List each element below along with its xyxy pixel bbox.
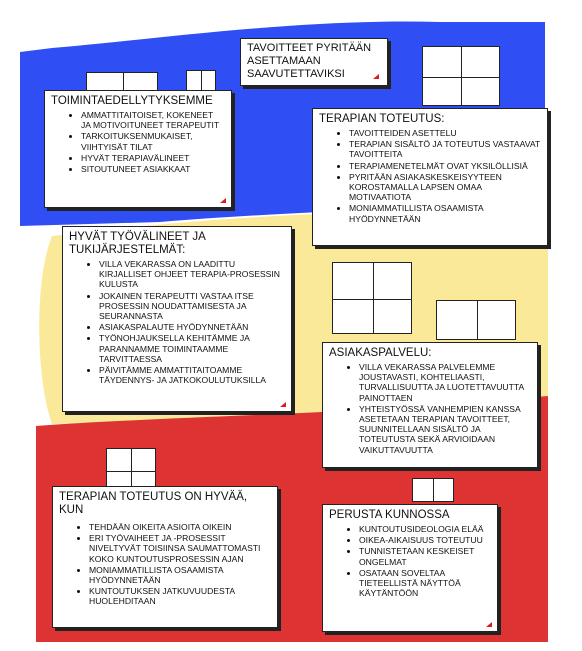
window-shape	[412, 478, 454, 502]
item-list	[69, 259, 285, 385]
list-item: • KUNTOUTUSIDEOLOGIA ELÄÄ	[359, 524, 491, 534]
list-item: • TERAPIAMENETELMÄT OVAT YKSILÖLLISIÄ	[349, 161, 541, 171]
list-item: • YHTEISTYÖSSÄ VANHEMPIEN KANSSA ASETETAAN TERAPIAN TAVOITTEET, SUUNNITELLAAN SISÄLTÖ JA TOTEUTUSTA SEKÄ ARVIOIDAAN VAIKUTTAVUUTTA	[359, 404, 531, 455]
list-item: • AMMATTITAITOISET, KOKENEET JA MOTIVOITUNEET TERAPEUTIT	[81, 110, 225, 130]
list-item: • VILLA VEKARASSA ON LAADITTU KIRJALLISET OHJEET TERAPIA-PROSESSIN KULUSTA	[99, 259, 285, 290]
hyva-toteutus-box	[52, 486, 278, 628]
terapian-toteutus-box	[312, 108, 548, 246]
goal-line: ASETTAMAAN	[247, 55, 321, 67]
list-item: • ERI TYÖVAIHEET JA -PROSESSIT NIVELTYVÄT TOISIINSA SAUMATTOMASTI KOKO KUNTOUTUSPROSESSIN AJAN	[89, 533, 271, 564]
item-list	[319, 128, 541, 224]
perusta-box	[322, 504, 498, 632]
window-shape	[436, 300, 516, 340]
list-item: • PYRITÄÄN ASIAKASKESKEISYYTEEN KOROSTAMALLA LAPSEN OMAA MOTIVAATIOTA	[349, 172, 541, 203]
list-item: • TEHDÄÄN OIKEITA ASIOITA OIKEIN	[89, 522, 271, 532]
list-item: • TAVOITTEIDEN ASETTELU	[349, 128, 541, 138]
list-item: • MONIAMMATILLISTA OSAAMISTA HYÖDYNNETÄÄN	[89, 565, 271, 585]
list-item: • TYÖNOHJAUKSELLA KEHITÄMME JA PARANNAMME TOIMINTAAMME TARVITTAESSA	[99, 333, 285, 364]
box-title: TERAPIAN TOTEUTUS:	[319, 113, 445, 125]
box-title-line: TERAPIAN TOTEUTUS ON HYVÄÄ,	[59, 491, 248, 503]
list-item: • TARKOITUKSENMUKAISET, VIIHTYISÄT TILAT	[81, 131, 225, 151]
toimintaedellytykset-box	[44, 90, 232, 208]
list-item: • OSATAAN SOVELTAA TIETEELLISTÄ NÄYTTÖÄ KÄYTÄNTÖÖN	[359, 568, 491, 599]
list-item: • KUNTOUTUKSEN JATKUVUUDESTA HUOLEHDITAAN	[89, 586, 271, 606]
window-shape	[186, 70, 216, 92]
list-item: • PÄIVITÄMME AMMATTITAITOAMME TÄYDENNYS- JA JATKOKOULUTUKSILLA	[99, 365, 285, 385]
goal-line: SAAVUTETTAVIKSI	[247, 68, 345, 80]
item-list	[59, 522, 271, 607]
list-item: • ASIAKASPALAUTE HYÖDYNNETÄÄN	[99, 322, 285, 332]
red-marker-icon	[486, 622, 492, 627]
list-item: • VILLA VEKARASSA PALVELEMME JOUSTAVASTI, KOHTELIAASTI, TURVALLISUUTTA JA LUOTETTAVUUTTA PAINOTTAEN	[359, 362, 531, 403]
box-title-line: HYVÄT TYÖVÄLINEET JA	[69, 231, 206, 243]
goal-line: TAVOITTEET PYRITÄÄN	[247, 42, 372, 54]
list-item: • HYVÄT TERAPIAVÄLINEET	[81, 153, 225, 163]
list-item: • SITOUTUNEET ASIAKKAAT	[81, 164, 225, 174]
red-marker-icon	[280, 402, 286, 407]
list-item: • MONIAMMATILLISTA OSAAMISTA HYÖDYNNETÄÄN	[349, 203, 541, 223]
list-item: • JOKAINEN TERAPEUTTI VASTAA ITSE PROSESSIN NOUDATTAMISESTA JA SEURANNASTA	[99, 291, 285, 322]
box-title: ASIAKASPALVELU:	[329, 347, 432, 359]
goal-box	[240, 38, 388, 86]
box-title: PERUSTA KUNNOSSA	[329, 509, 450, 521]
window-shape	[332, 262, 412, 334]
box-title-line: KUN	[59, 504, 84, 516]
window-shape	[422, 46, 500, 106]
tyovalineet-box	[62, 226, 292, 412]
list-item: • TUNNISTETAAN KESKEISET ONGELMAT	[359, 546, 491, 566]
box-title: TOIMINTAEDELLYTYKSEMME	[51, 95, 213, 107]
window-shape	[106, 448, 156, 490]
list-item: • TERAPIAN SISÄLTÖ JA TOTEUTUS VASTAAVAT TAVOITTEITA	[349, 139, 541, 159]
red-marker-icon	[373, 74, 379, 79]
asiakaspalvelu-box	[322, 342, 538, 468]
red-marker-icon	[220, 198, 226, 203]
item-list	[329, 362, 531, 455]
box-title-line: TUKIJÄRJESTELMÄT:	[69, 244, 186, 256]
item-list	[329, 524, 491, 598]
list-item: • OIKEA-AIKAISUUS TOTEUTUU	[359, 535, 491, 545]
item-list	[51, 110, 225, 174]
